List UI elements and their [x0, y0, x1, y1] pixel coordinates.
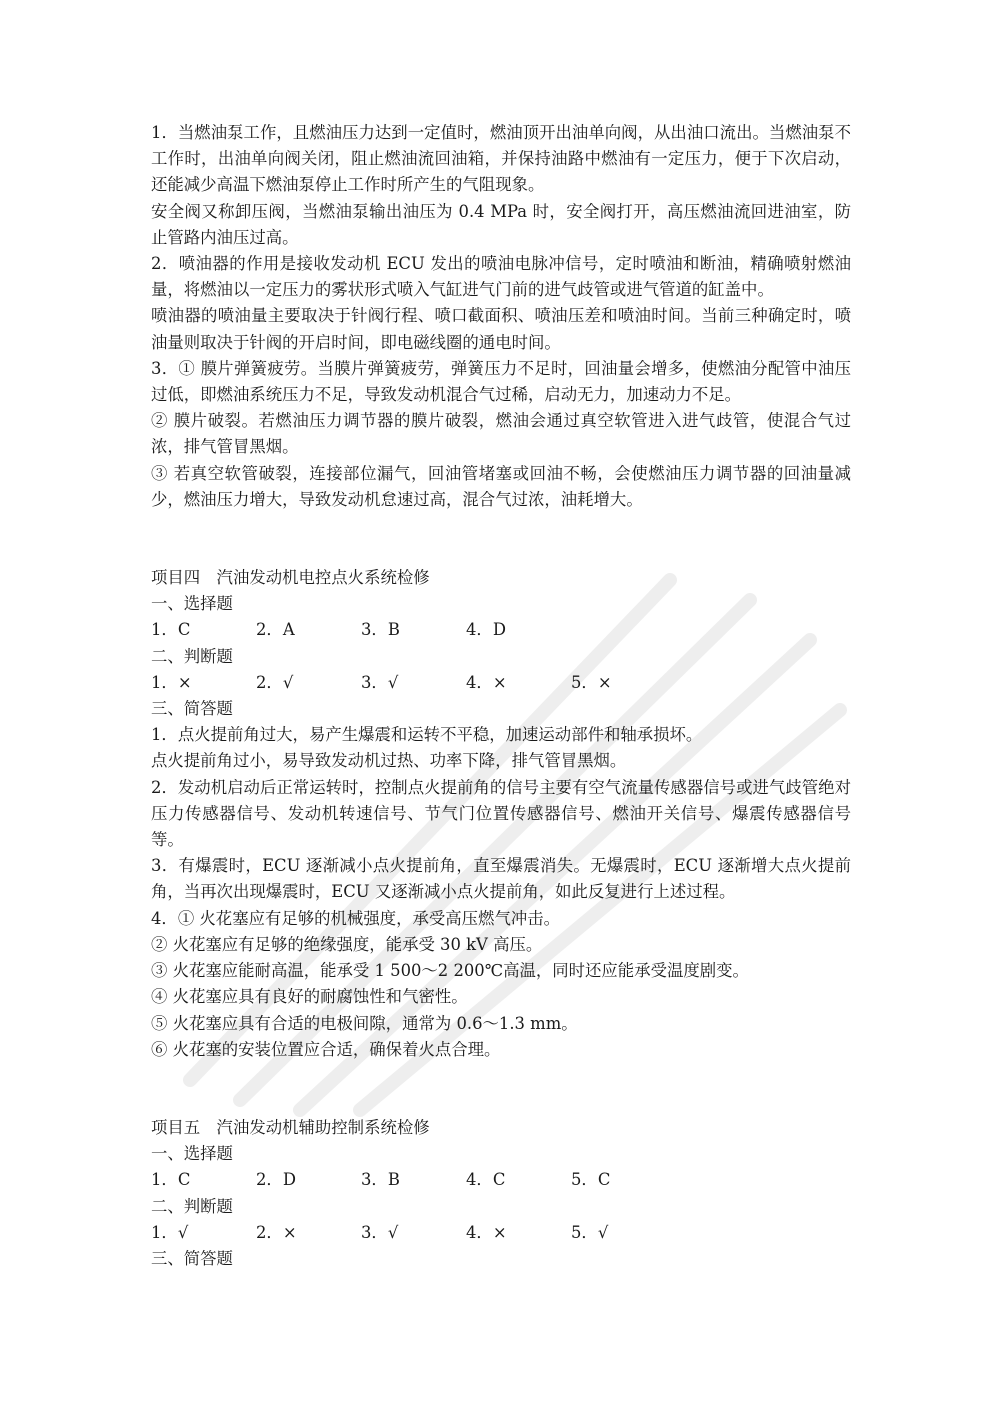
- answer-paragraph: 2．喷油器的作用是接收发动机 ECU 发出的喷油电脉冲信号，定时喷油和断油，精确喷射燃油量，将燃油以一定压力的雾状形式喷入气缸进气门前的进气歧管或进气管道的缸盖中。: [151, 254, 851, 300]
- answer-item: 2．×: [256, 1222, 297, 1242]
- answer-item: 1．C: [151, 620, 191, 640]
- answer-paragraph: ② 火花塞应有足够的绝缘强度，能承受 30 kV 高压。: [151, 934, 543, 954]
- judge-answer-row: [151, 1220, 851, 1246]
- choice-answer-row: [151, 617, 851, 643]
- answer-paragraph: 4．① 火花塞应有足够的机械强度，承受高压燃气冲击。: [151, 908, 561, 928]
- answer-paragraph: 安全阀又称卸压阀，当燃油泵输出油压为 0.4 MPa 时，安全阀打开，高压燃油流回进油室，防止管路内油压过高。: [151, 201, 851, 247]
- section-heading: 二、判断题: [151, 646, 233, 666]
- answer-item: 1．×: [151, 672, 192, 692]
- section-spacer: [151, 1063, 851, 1115]
- answer-paragraph: ③ 若真空软管破裂，连接部位漏气，回油管堵塞或回油不畅，会使燃油压力调节器的回油量减少，燃油压力增大，导致发动机怠速过高，混合气过浓，油耗增大。: [151, 463, 851, 509]
- answer-item: 4．×: [466, 672, 507, 692]
- project-title: 项目四 汽油发动机电控点火系统检修: [151, 568, 430, 588]
- answer-item: 5．C: [571, 1170, 611, 1190]
- section-heading: 一、选择题: [151, 1144, 233, 1164]
- answer-paragraph: ④ 火花塞应具有良好的耐腐蚀性和气密性。: [151, 987, 468, 1007]
- answer-item: 5．√: [571, 1222, 609, 1242]
- answer-paragraph: 2．发动机启动后正常运转时，控制点火提前角的信号主要有空气流量传感器信号或进气歧管绝对压力传感器信号、发动机转速信号、节气门位置传感器信号、燃油开关信号、爆震传感器信号等。: [151, 777, 851, 850]
- answer-item: 3．√: [361, 672, 399, 692]
- judge-answer-row: [151, 670, 851, 696]
- answer-paragraph: ⑤ 火花塞应具有合适的电极间隙，通常为 0.6～1.3 mm。: [151, 1013, 578, 1033]
- answer-item: 1．C: [151, 1170, 191, 1190]
- answer-item: 3．B: [361, 1170, 400, 1190]
- answer-paragraph: 1．当燃油泵工作，且燃油压力达到一定值时，燃油顶开出油单向阀，从出油口流出。当燃油泵不工作时，出油单向阀关闭，阻止燃油流回油箱，并保持油路中燃油有一定压力，便于下次启动，还能减少高温下燃油泵停止工作时所产生的气阻现象。: [151, 123, 851, 195]
- answer-item: 5．×: [571, 672, 612, 692]
- answer-paragraph: ③ 火花塞应能耐高温，能承受 1 500～2 200℃高温，同时还应能承受温度剧变。: [151, 961, 749, 981]
- answer-item: 2．√: [256, 672, 294, 692]
- section-heading: 三、简答题: [151, 699, 233, 719]
- answer-paragraph: 1．点火提前角过大，易产生爆震和运转不平稳，加速运动部件和轴承损坏。: [151, 725, 703, 745]
- answer-paragraph: 3．① 膜片弹簧疲劳。当膜片弹簧疲劳，弹簧压力不足时，回油量会增多，使燃油分配管中油压过低，即燃油系统压力不足，导致发动机混合气过稀，启动无力，加速动力不足。: [151, 358, 851, 405]
- section-heading: 一、选择题: [151, 594, 233, 614]
- answer-paragraph: 点火提前角过小，易导致发动机过热、功率下降，排气管冒黑烟。: [151, 751, 627, 771]
- document-page: [151, 120, 851, 1272]
- section-spacer: [151, 513, 851, 565]
- answer-item: 4．C: [466, 1170, 506, 1190]
- answer-paragraph: ② 膜片破裂。若燃油压力调节器的膜片破裂，燃油会通过真空软管进入进气歧管，使混合气过浓，排气管冒黑烟。: [151, 411, 851, 457]
- answer-item: 4．D: [466, 620, 506, 640]
- project-title: 项目五 汽油发动机辅助控制系统检修: [151, 1117, 430, 1137]
- answer-paragraph: 3．有爆震时，ECU 逐渐减小点火提前角，直至爆震消失。无爆震时，ECU 逐渐增大点火提前角，当再次出现爆震时，ECU 又逐渐减小点火提前角，如此反复进行上述过程。: [151, 856, 851, 902]
- answer-paragraph: 喷油器的喷油量主要取决于针阀行程、喷口截面积、喷油压差和喷油时间。当前三种确定时，喷油量则取决于针阀的开启时间，即电磁线圈的通电时间。: [151, 306, 851, 352]
- answer-item: 2．D: [256, 1170, 296, 1190]
- choice-answer-row: [151, 1167, 851, 1193]
- answer-item: 4．×: [466, 1222, 507, 1242]
- section-heading: 三、简答题: [151, 1248, 233, 1268]
- answer-paragraph: ⑥ 火花塞的安装位置应合适，确保着火点合理。: [151, 1039, 501, 1059]
- answer-item: 1．√: [151, 1222, 189, 1242]
- answer-item: 3．√: [361, 1222, 399, 1242]
- answer-item: 2．A: [256, 620, 295, 640]
- section-heading: 二、判断题: [151, 1196, 233, 1216]
- answer-item: 3．B: [361, 620, 400, 640]
